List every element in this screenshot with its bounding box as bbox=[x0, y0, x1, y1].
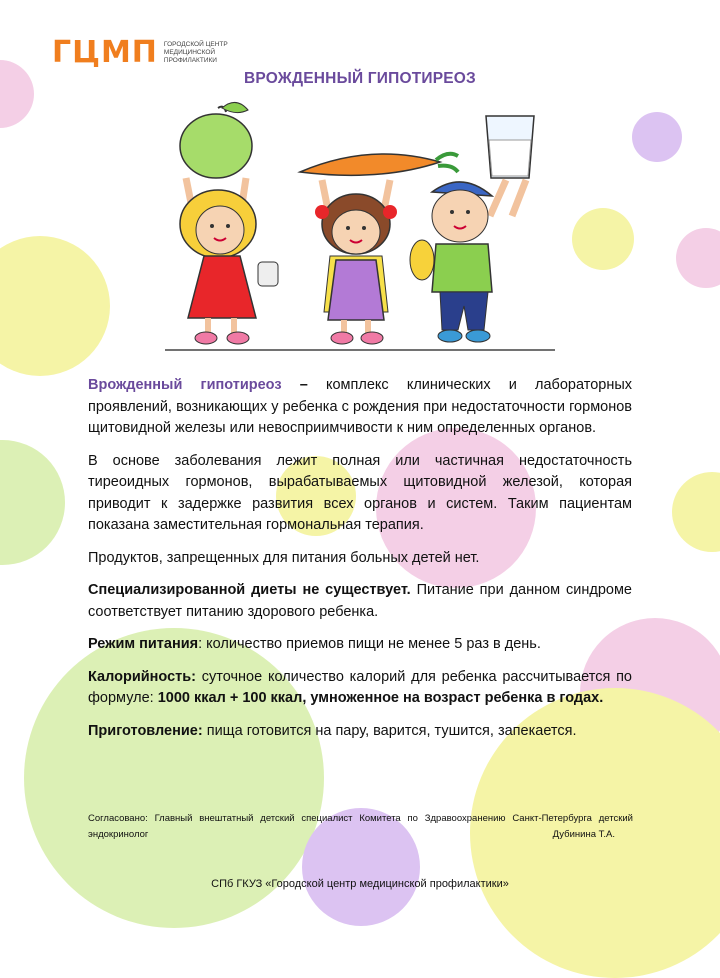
bg-circle-green-mid-left bbox=[0, 440, 65, 565]
bg-circle-pink-right bbox=[676, 228, 720, 288]
girl-with-apple-figure bbox=[180, 102, 278, 344]
logo-mark: ГЦМП bbox=[52, 35, 158, 70]
children-illustration bbox=[160, 100, 560, 355]
bg-circle-yellow-right-lower bbox=[672, 472, 720, 552]
footer-organization: СПб ГКУЗ «Городской центр медицинской профилактики» bbox=[211, 878, 509, 890]
page-title: ВРОЖДЕННЫЙ ГИПОТИРЕОЗ bbox=[244, 70, 476, 87]
boy-with-milk-figure bbox=[410, 116, 534, 342]
calories-text: суточное количество калорий для ребенка рассчитывается по формуле: bbox=[88, 668, 632, 706]
diet-bold: Специализированной диеты не существует. bbox=[88, 582, 411, 598]
approval-note bbox=[88, 811, 633, 843]
term-dash: – bbox=[281, 377, 326, 393]
logo bbox=[52, 35, 239, 70]
paragraph-cooking bbox=[88, 721, 632, 743]
paragraph-calories bbox=[88, 667, 632, 710]
paragraph-diet bbox=[88, 580, 632, 623]
calories-formula: 1000 ккал + 100 ккал, умноженное на возраст ребенка в годах. bbox=[157, 690, 604, 706]
definition-text: комплекс клинических и лабораторных проявлений, возникающих у ребенка с рождения при недостаточности гормонов щитовидной железы или невосприимчивости к ним определенных органов. bbox=[88, 377, 633, 436]
paragraph-meal-regime bbox=[88, 634, 632, 656]
bg-circle-purple-top-right bbox=[632, 112, 682, 162]
diet-text: Питание при данном синдроме соответствует питанию здорового ребенка. bbox=[88, 582, 632, 620]
cooking-text: пища готовится на пару, варится, тушится, запекается. bbox=[202, 722, 577, 739]
cooking-bold: Приготовление: bbox=[88, 722, 203, 739]
bg-circle-yellow-left bbox=[0, 236, 110, 376]
logo-text: ГОРОДСКОЙ ЦЕНТР МЕДИЦИНСКОЙ ПРОФИЛАКТИКИ bbox=[163, 41, 228, 64]
paragraph-definition bbox=[88, 375, 632, 440]
approval-text: Согласовано: Главный внештатный детский специалист Комитета по Здравоохранению Санкт-Петербурга детский эндокринолог bbox=[88, 813, 633, 840]
meal-regime-text: : количество приемов пищи не менее 5 раз в день. bbox=[198, 636, 541, 652]
approval-signature: Дубинина Т.А. bbox=[552, 829, 615, 840]
paragraph-no-forbidden: Продуктов, запрещенных для питания больных детей нет. bbox=[88, 549, 480, 566]
bg-circle-yellow-right bbox=[572, 208, 634, 270]
article-body bbox=[88, 375, 632, 753]
paragraph-cause: В основе заболевания лежит полная или частичная недостаточность тиреоидных гормонов, вырабатываемых щитовидной железой, которая приводит к задержке развития всех органов и систем. Таким пациентам показана заместительная гормональная терапия. bbox=[88, 452, 632, 533]
girl-with-carrot-figure bbox=[300, 154, 458, 344]
calories-bold: Калорийность: bbox=[88, 668, 196, 685]
term-highlight: Врожденный гипотиреоз bbox=[88, 377, 282, 393]
meal-regime-bold: Режим питания bbox=[88, 636, 199, 652]
